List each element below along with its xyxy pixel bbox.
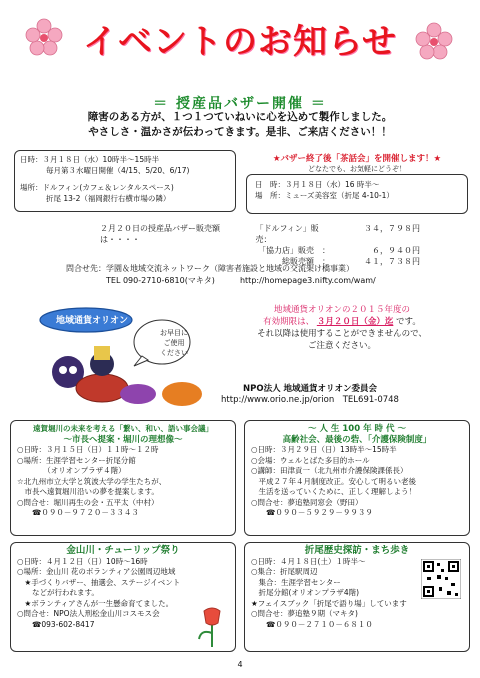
card-line: ☎093-602-8417 [17,619,95,629]
contact-tel: TEL 090-2710-6810(マキタ) [106,276,215,285]
card-line: ☎０９０－５９２９－９９３９ [251,508,373,517]
card-line: ☆北九州市立大学と筑波大学の学生たちが、 [17,476,167,486]
card-line: ○会場：ウェルとばた多目的ホール [251,455,370,465]
contact-line: 問合せ先：学園＆地域交流ネットワーク（障害者施設と地域の交流架け橋事業） [66,264,354,273]
intro-line-2: やさしさ・温かさが伝わってきます。是非、ご来店ください！！ [88,126,392,138]
card-subtitle: 高齢社会、最後の砦、「介護保険制度」 [282,434,432,445]
tea-party-heading: ★バザー終了後「茶話会」を開催します！★ [272,154,442,164]
event-card-tulip-festival [10,542,236,652]
contact-info [66,263,446,287]
bubble-line: ご使用 [163,339,185,347]
intro-line-1: 障害のある方が、１つ１つていねいに心を込めて製作しました。 [87,111,393,123]
card-line: ○問合せ：夢追塾９期（マキタ) [251,609,358,618]
card-line: ○問合せ：NPO法人刑松金山川コスモス会 [17,609,160,618]
tulip-icon [195,603,229,647]
bazaar-info-box [14,150,236,212]
npo-name: NPO法人 地域通貨オリオン委員会 [243,384,377,394]
card-line: 市長へ遠賀堀川沿いの夢を提案します。 [17,487,159,496]
notice-prefix: 有効期限は、 [263,317,315,327]
card-line: 集合：生涯学習センター [251,577,341,587]
card-line: ★ボランティアさんが一生懸命育てました。 [17,598,174,608]
bazaar-date: 日時：３月１８日（水）10時半～15時半 [20,155,160,164]
notice-line-3: それ以降は使用することができませんので、 [257,329,427,339]
card-line: ○日時：３月１５日（日）１１時～１２時 [17,445,159,454]
sales-row-value: ４１，７３８円 [364,257,420,266]
contact-url[interactable]: http://homepage3.nifty.com/wam/ [239,276,376,285]
card-line: などが行われます。 [17,588,99,597]
sales-row-label: 「ドルフィン」販売： [255,224,319,244]
page-title: イベントのお知らせ [83,22,397,62]
bazaar-place: 場所：ドルフィン(カフェ＆レンタルスペース) [20,183,174,192]
card-title: 折尾歴史探訪・まち歩き [304,545,410,556]
bubble-line: お早目に [160,329,188,337]
card-line: ○日時：４月１２日（日）10時～16時 [17,556,148,566]
card-line: ○日時：４月１８日(土）１時半～ [251,556,366,566]
card-line: 平成２７年４月制度改正。安心して明るい老後 [251,476,416,486]
bazaar-address: 折尾 13-2（福岡銀行右横市場の隣） [46,194,171,203]
notice-line-4: ご注意ください。 [307,341,376,351]
npo-info [150,384,470,406]
card-line: ○問合せ：堀川再生の会・五平太（中村） [17,497,159,507]
bazaar-recurring: 毎月第３水曜日開催（4/15、5/20、6/17) [46,166,190,175]
card-title: ～ 人 生 100 年 時 代 ～ [308,424,406,434]
card-line: ○講師：田津貢一（北九州市介護保険課係長） [251,466,408,475]
card-line: ★手づくりバザー、抽選会、ステージイベント [17,577,181,587]
npo-contact: http://www.orio.ne.jp/orion TEL691-0748 [221,395,399,405]
tea-party-box [246,174,468,214]
expiry-date: ３月２０日（金）迄 [316,317,394,327]
card-line: ☎０９０－２７１０－６８１０ [251,619,373,629]
currency-badge: 地域通貨オリオン [56,316,128,326]
card-line: （オリオンプラザ４階） [17,466,126,475]
sales-intro: ２月２０日の授産品バザー販売額は・・・・ [100,224,220,244]
tea-party-place: 場 所：ミューズ美容室（折尾 4-10-1） [255,191,394,200]
tea-party-date: 日 時：３月１８日（水）16 時半～ [255,180,380,189]
qr-code-icon [421,559,461,599]
card-line: 生活を送っていくために、正しく理解しよう！ [251,487,416,496]
card-line: ★フェイスブック「折尾で語り場」しています [251,598,407,608]
card-title: ～市長へ提案・堀川の理想像～ [63,434,183,445]
card-line: ○場所：金山川 花のボランティア公園周辺地域 [17,567,176,576]
card-title: 金山川・チューリップ祭り [66,545,180,556]
card-line: ☎０９０－９７２０－３３４３ [17,508,139,517]
sales-row-value: ６，９４０円 [372,246,420,255]
card-heading: 遠賀堀川の未来を考える「繋い、和い、語い事会議」 [33,424,213,433]
notice-suffix: です。 [396,317,421,327]
bazaar-subtitle: ＝ 授産品バザー開催 ＝ [153,96,327,112]
intro-text [20,110,460,140]
card-line: 折尾分館(オリオンプラザ4階) [251,588,360,597]
card-line: ○問合せ：夢追塾同窓会（野田） [251,497,363,507]
sales-row-value: ３４，７９８円 [364,224,420,233]
sales-row-label: 総販売額 ： [282,257,330,266]
event-card-horikawa [10,420,236,536]
card-line: ○場所：生涯学習センター折尾分館 [17,455,136,465]
card-line: ○日時：３月２９日（日）13時半～15時半 [251,445,397,454]
page-number: 4 [237,660,243,669]
speech-bubble [144,328,204,358]
tea-party-note: どなたでも、お気軽にどうぞ！ [308,165,406,173]
event-card-care-insurance [244,420,470,536]
event-card-history-walk [244,542,470,652]
card-line: ○集合：折尾駅周辺 [251,567,318,576]
bubble-line: ください [160,349,188,357]
sales-summary [100,223,420,267]
currency-notice [222,304,462,352]
notice-line-1: 地域通貨オリオンの２０１５年度の [274,305,410,315]
sales-row-label: 「協力店」販売 ： [258,246,330,255]
